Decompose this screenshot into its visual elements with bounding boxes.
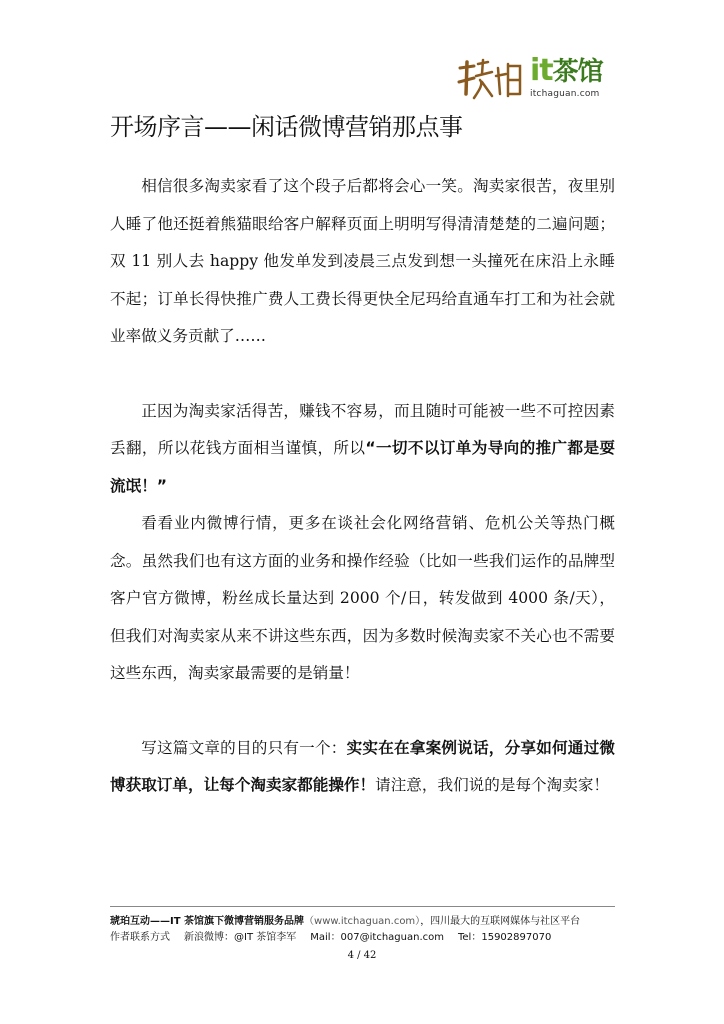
hupo-logo: [454, 54, 526, 102]
paragraph-1: 相信很多淘卖家看了这个段子后都将会心一笑。淘卖家很苦，夜里别人睡了他还挺着熊猫眼给客户解释页面上明明写得清清楚楚的二遍问题；双 11 别人去 happy 他发单发到凌晨三点发到想一头撞死在床沿上永睡不起；订单长得快推广费人工费长得更快全尼玛给直通车打工和为社会就业率做义务贡献了……: [110, 177, 615, 345]
paragraph-2: [110, 393, 615, 506]
paragraph-4-lead: 写这篇文章的目的只有一个：: [141, 738, 347, 757]
paragraph-4-emphasis: 实实在在拿案例说话，分享如何通过微博获取订单，让每个淘卖家都能操作！: [110, 738, 615, 794]
logo-it-char: 茶馆: [552, 57, 603, 87]
footer-mail: Mail：007@itchaguan.com: [310, 932, 444, 943]
paragraph-4: [110, 730, 615, 805]
footer-url: （www.itchaguan.com）: [304, 916, 421, 927]
header-logos: [454, 54, 614, 102]
paragraph-2-text: 正因为淘卖家活得苦，赚钱不容易，而且随时可能被一些不可控因素丢翻，所以花钱方面相当谨慎，所以: [110, 401, 615, 457]
footer-contact-label: 作者联系方式: [110, 932, 170, 943]
itchaguan-logo: [530, 53, 614, 102]
footer-desc: ，四川最大的互联网媒体与社区平台: [420, 916, 581, 927]
paragraph-3: 看看业内微博行情，更多在谈社会化网络营销、危机公关等热门概念。虽然我们也有这方面的业务和操作经验（比如一些我们运作的品牌型客户官方微博，粉丝成长量达到 2000 个/日，转发做到 4000 条/天），但我们对淘卖家从来不讲这些东西，因为多数时候淘卖家不关心也不需要这些东西，淘卖家最需要的是销量！: [110, 514, 615, 682]
footer-line-2: [110, 930, 620, 946]
paragraph-4-tail: 请注意，我们说的是每个淘卖家！: [375, 776, 610, 794]
logo-url: itchaguan.com: [530, 89, 600, 99]
page-number: 4 / 42: [347, 950, 377, 961]
logo-it-mark: it: [530, 53, 553, 88]
page-footer: [110, 914, 620, 946]
hupo-calligraphy-icon: [454, 54, 526, 102]
page-title: 开场序言——闲话微博营销那点事: [110, 113, 463, 141]
footer-line-1: [110, 914, 620, 930]
footer-brand: 琥珀互动——IT 茶馆旗下微博营销服务品牌: [110, 916, 305, 927]
footer-divider: [110, 906, 615, 907]
article-body: [110, 168, 615, 805]
footer-weibo: 新浪微博：@IT 茶馆李军: [184, 932, 297, 943]
footer-tel: Tel：15902897070: [458, 932, 552, 943]
paragraph-2-emphasis: “一切不以订单为导向的推广都是耍流氓！”: [110, 439, 615, 495]
